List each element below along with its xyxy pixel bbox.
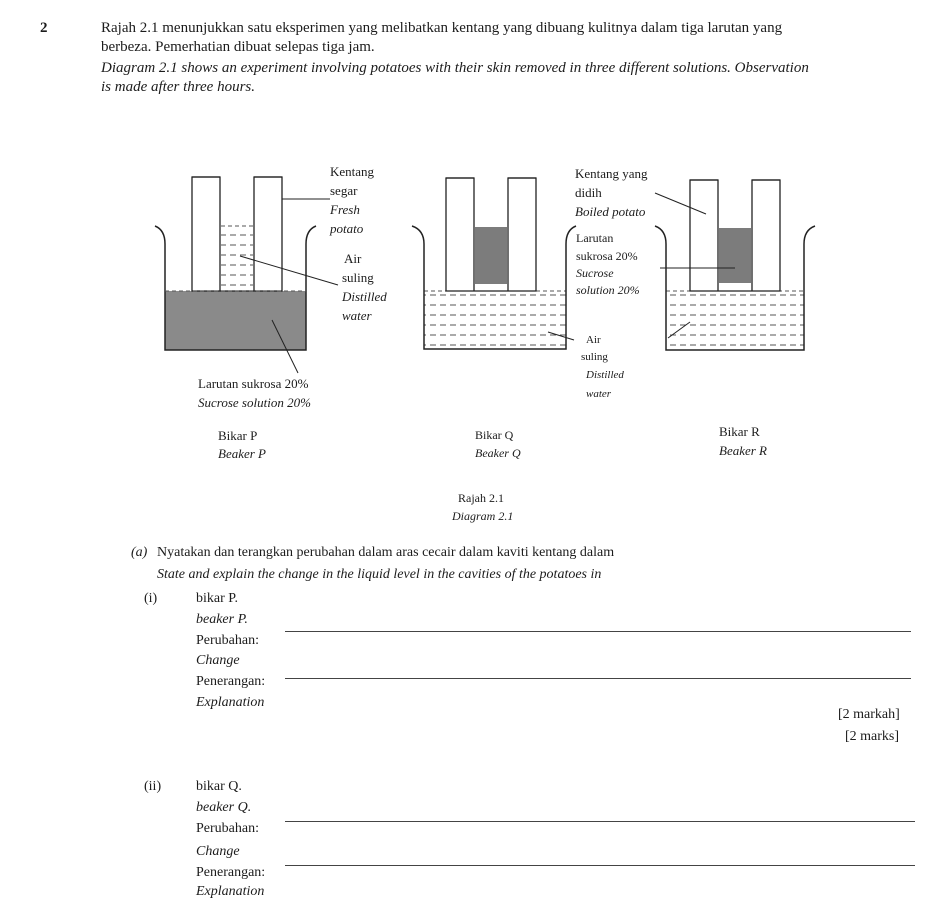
sub-i-explanation-answer-line[interactable] xyxy=(285,678,911,679)
diagram-caption-en: Diagram 2.1 xyxy=(452,509,514,523)
beaker-p-sucrose-solution xyxy=(165,291,306,350)
beaker-r-cavity-sucrose xyxy=(719,228,751,283)
beaker-p-label-en: Beaker P xyxy=(218,446,267,461)
part-a-instruction-en: State and explain the change in the liquid level in the cavities of the potatoes in xyxy=(157,567,602,582)
beaker-q-label-en: Beaker Q xyxy=(475,446,521,460)
sub-i-change-en: Change xyxy=(196,653,240,668)
label-boiled-potato-ms-2: didih xyxy=(575,185,602,200)
beaker-q-cavity-sucrose xyxy=(475,227,507,284)
sub-i-item-en: beaker P. xyxy=(196,612,248,627)
sub-ii-item-en: beaker Q. xyxy=(196,800,252,815)
sub-i-change-answer-line[interactable] xyxy=(285,631,911,632)
label-boiled-potato-ms-1: Kentang yang xyxy=(575,166,648,181)
label-sucrose-p-en: Sucrose solution 20% xyxy=(198,395,311,410)
intro-english-line2: is made after three hours. xyxy=(101,79,256,95)
sub-i-change-ms: Perubahan: xyxy=(196,633,259,648)
beaker-p-label-ms: Bikar P xyxy=(218,428,258,443)
label-boiled-potato-en: Boiled potato xyxy=(575,204,646,219)
label-water-p-en-1: Distilled xyxy=(342,289,387,304)
sub-i-explanation-ms: Penerangan: xyxy=(196,674,266,689)
beaker-q xyxy=(412,178,576,349)
label-water-p-ms-1: Air xyxy=(344,251,362,266)
sub-ii-change-ms: Perubahan: xyxy=(196,821,259,836)
intro-english-line1: Diagram 2.1 shows an experiment involving potatoes with their skin removed in three different solutions. Observation xyxy=(101,60,809,76)
sub-ii-change-en: Change xyxy=(196,844,240,859)
label-water-q-ms-2: suling xyxy=(581,351,608,363)
question-number: 2 xyxy=(40,20,48,36)
label-sucrose-q-ms-2: sukrosa 20% xyxy=(576,249,638,263)
beaker-r-label-ms: Bikar R xyxy=(719,424,760,439)
part-a-label: (a) xyxy=(131,545,148,560)
marks-ms: [2 markah] xyxy=(838,707,900,722)
sub-i-item-ms: bikar P. xyxy=(196,591,238,606)
sub-ii-label: (ii) xyxy=(144,779,162,794)
experiment-diagram xyxy=(0,0,952,420)
part-a-instruction-ms: Nyatakan dan terangkan perubahan dalam aras cecair dalam kaviti kentang dalam xyxy=(157,545,615,560)
beaker-r-label-en: Beaker R xyxy=(719,443,768,458)
label-water-q-en-1: Distilled xyxy=(586,369,624,381)
beaker-q-label-ms: Bikar Q xyxy=(475,428,514,442)
label-water-q-ms-1: Air xyxy=(586,334,601,346)
sub-i-explanation-en: Explanation xyxy=(196,695,265,710)
sub-ii-explanation-answer-line[interactable] xyxy=(285,865,915,866)
label-fresh-potato-en-2: potato xyxy=(330,221,364,236)
sub-ii-explanation-en: Explanation xyxy=(196,884,265,899)
intro-malay-line2: berbeza. Pemerhatian dibuat selepas tiga jam. xyxy=(101,39,375,55)
diagram-caption-ms: Rajah 2.1 xyxy=(458,491,504,505)
beaker-r xyxy=(655,180,815,350)
sub-i-label: (i) xyxy=(144,591,158,606)
marks-en: [2 marks] xyxy=(845,729,900,744)
label-sucrose-q-en-1: Sucrose xyxy=(576,266,614,280)
sub-ii-explanation-ms: Penerangan: xyxy=(196,865,266,880)
sub-ii-item-ms: bikar Q. xyxy=(196,779,242,794)
label-fresh-potato-en-1: Fresh xyxy=(330,202,360,217)
label-water-q-en-2: water xyxy=(586,388,612,400)
label-water-p-ms-2: suling xyxy=(342,270,374,285)
intro-malay-line1: Rajah 2.1 menunjukkan satu eksperimen yang melibatkan kentang yang dibuang kulitnya dalam tiga larutan yang xyxy=(101,20,783,36)
beaker-q-distilled-water xyxy=(424,291,566,349)
sub-ii-change-answer-line[interactable] xyxy=(285,821,915,822)
label-sucrose-q-ms-1: Larutan xyxy=(576,231,614,245)
beaker-r-distilled-water xyxy=(666,291,804,350)
label-water-p-en-2: water xyxy=(342,308,372,323)
label-sucrose-q-en-2: solution 20% xyxy=(576,283,640,297)
label-fresh-potato-ms-2: segar xyxy=(330,183,358,198)
label-sucrose-p-ms: Larutan sukrosa 20% xyxy=(198,376,309,391)
beaker-p xyxy=(155,177,338,373)
label-fresh-potato-ms-1: Kentang xyxy=(330,164,375,179)
